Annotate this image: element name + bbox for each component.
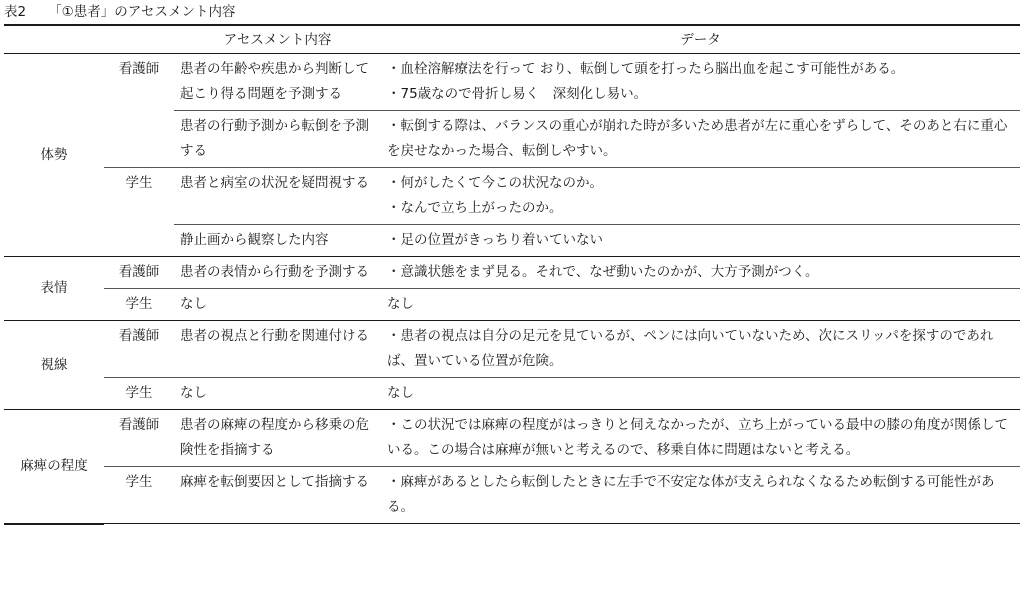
assessment-cell: 患者の視点と行動を関連付ける xyxy=(174,321,381,378)
role-nurse: 看護師 xyxy=(104,321,174,378)
role-student: 学生 xyxy=(104,378,174,410)
data-cell: なし xyxy=(381,378,1020,410)
data-cell: ・麻痺があるとしたら転倒したときに左手で不安定な体が支えられなくなるため転倒する可能性がある。 xyxy=(381,467,1020,524)
assessment-cell: 患者の麻痺の程度から移乗の危険性を指摘する xyxy=(174,410,381,467)
data-line: ・75歳なので骨折し易く 深刻化し易い。 xyxy=(387,86,648,102)
header-assessment: アセスメント内容 xyxy=(174,25,381,54)
data-cell: ・足の位置がきっちり着いていない xyxy=(381,225,1020,257)
table-row xyxy=(4,378,1020,410)
assessment-cell: 患者の行動予測から転倒を予測する xyxy=(174,111,381,168)
data-line: ・なんで立ち上がったのか。 xyxy=(387,200,563,216)
header-blank xyxy=(104,25,174,54)
table-row xyxy=(4,168,1020,225)
assessment-cell: なし xyxy=(174,289,381,321)
role-nurse: 看護師 xyxy=(104,410,174,467)
header-row xyxy=(4,25,1020,54)
assessment-cell: 患者の年齢や疾患から判断して起こり得る問題を予測する xyxy=(174,54,381,111)
table-row xyxy=(4,321,1020,378)
category-expression: 表情 xyxy=(4,257,104,321)
table-row xyxy=(4,410,1020,467)
role-student: 学生 xyxy=(104,168,174,257)
data-cell: ・意識状態をまず見る。それで、なぜ動いたのかが、大方予測がつく。 xyxy=(381,257,1020,289)
data-cell: ・転倒する際は、バランスの重心が崩れた時が多いため患者が左に重心をずらして、そのあと右に重心を戻せなかった場合、転倒しやすい。 xyxy=(381,111,1020,168)
role-nurse: 看護師 xyxy=(104,54,174,168)
table-title: 「①患者」のアセスメント内容 xyxy=(48,4,236,20)
category-posture: 体勢 xyxy=(4,54,104,257)
table-row xyxy=(4,289,1020,321)
table-number: 表2 xyxy=(4,4,27,20)
assessment-cell: 静止画から観察した内容 xyxy=(174,225,381,257)
role-nurse: 看護師 xyxy=(104,257,174,289)
data-cell xyxy=(381,168,1020,225)
table-row xyxy=(4,257,1020,289)
header-data: データ xyxy=(381,25,1020,54)
role-student: 学生 xyxy=(104,289,174,321)
assessment-cell: なし xyxy=(174,378,381,410)
table-row xyxy=(4,467,1020,524)
assessment-cell: 患者と病室の状況を疑問視する xyxy=(174,168,381,225)
data-cell xyxy=(381,54,1020,111)
assessment-table xyxy=(4,24,1020,525)
category-paralysis: 麻痺の程度 xyxy=(4,410,104,524)
assessment-cell: 患者の表情から行動を予測する xyxy=(174,257,381,289)
role-student: 学生 xyxy=(104,467,174,524)
assessment-cell: 麻痺を転倒要因として指摘する xyxy=(174,467,381,524)
data-line: ・何がしたくて今この状況なのか。 xyxy=(387,175,603,191)
data-line: ・血栓溶解療法を行って おり、転倒して頭を打ったら脳出血を起こす可能性がある。 xyxy=(387,61,905,77)
data-cell: なし xyxy=(381,289,1020,321)
data-cell: ・患者の視点は自分の足元を見ているが、ペンには向いていないため、次にスリッパを探すのであれば、置いている位置が危険。 xyxy=(381,321,1020,378)
table-row xyxy=(4,54,1020,111)
header-blank xyxy=(4,25,104,54)
table-caption xyxy=(4,2,236,22)
data-cell: ・この状況では麻痺の程度がはっきりと伺えなかったが、立ち上がっている最中の膝の角度が関係している。この場合は麻痺が無いと考えるので、移乗自体に問題はないと考える。 xyxy=(381,410,1020,467)
category-gaze: 視線 xyxy=(4,321,104,410)
